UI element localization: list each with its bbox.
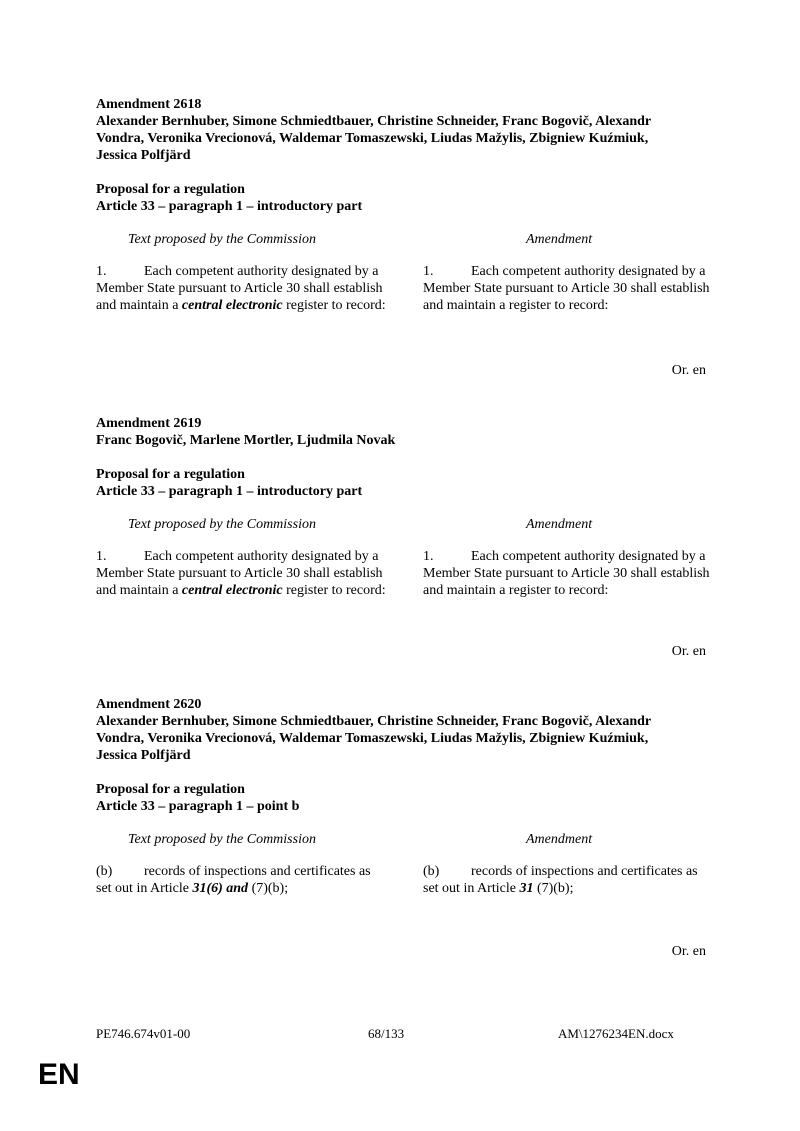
header-amendment: Amendment: [526, 232, 593, 247]
text-part: records of inspections and certificates as set out in Article: [423, 864, 698, 896]
column-headers: [96, 516, 706, 536]
commission-text: [96, 863, 386, 897]
original-language: Or. en: [671, 644, 706, 659]
proposal-reference: [96, 781, 706, 815]
item-number: 1.: [423, 264, 434, 279]
text-part: (7)(b);: [533, 881, 574, 896]
amendment-authors: Franc Bogovič, Marlene Mortler, Ljudmila Novak: [96, 433, 396, 448]
header-amendment: Amendment: [526, 517, 593, 532]
proposal-type: Proposal for a regulation: [96, 182, 245, 197]
proposal-reference: [96, 466, 706, 500]
header-commission-text: Text proposed by the Commission: [128, 517, 316, 532]
emphasized-text: 31(6) and: [192, 881, 249, 896]
language-mark: EN: [38, 1058, 80, 1091]
header-amendment: Amendment: [526, 832, 593, 847]
text-part: Each competent authority designated by a Member State pursuant to Article 30 shall establish and maintain a: [96, 264, 383, 313]
amendment-text: [423, 863, 713, 897]
item-number: 1.: [96, 549, 107, 564]
document-reference: PE746.674v01-00: [96, 1026, 191, 1041]
proposal-reference: [96, 181, 706, 215]
item-number: (b): [423, 864, 440, 879]
text-part: register to record:: [282, 583, 386, 598]
amendment-2620: [96, 696, 706, 959]
original-language: Or. en: [671, 944, 706, 959]
commission-text: [96, 263, 386, 314]
amendment-authors: Alexander Bernhuber, Simone Schmiedtbauer, Christine Schneider, Franc Bogovič, Alexandr Vondra, Veronika Vrecionová, Waldemar Tomaszewski, Liudas Mažylis, Zbigniew Kuźmiuk, Jessica Polfjärd: [96, 714, 651, 763]
amendment-title: Amendment 2620: [96, 697, 202, 712]
text-part: (7)(b);: [248, 881, 289, 896]
file-name: AM\1276234EN.docx: [558, 1026, 674, 1041]
column-headers: [96, 831, 706, 851]
proposal-article: Article 33 – paragraph 1 – point b: [96, 799, 300, 814]
amendment-authors: Alexander Bernhuber, Simone Schmiedtbauer, Christine Schneider, Franc Bogovič, Alexandr Vondra, Veronika Vrecionová, Waldemar Tomaszewski, Liudas Mažylis, Zbigniew Kuźmiuk, Jessica Polfjärd: [96, 114, 651, 163]
original-language: Or. en: [671, 363, 706, 378]
emphasized-text: central electronic: [181, 583, 283, 598]
commission-text: [96, 548, 386, 599]
header-commission-text: Text proposed by the Commission: [128, 232, 316, 247]
amendment-2619: [96, 415, 710, 659]
emphasized-text: 31: [519, 881, 534, 896]
amendment-title: Amendment 2619: [96, 416, 202, 431]
text-part: Each competent authority designated by a Member State pursuant to Article 30 shall establish and maintain a: [96, 549, 383, 598]
proposal-article: Article 33 – paragraph 1 – introductory part: [96, 484, 363, 499]
amendment-2618: [96, 96, 710, 378]
amendment-text: [423, 548, 713, 599]
text-part: Each competent authority designated by a Member State pursuant to Article 30 shall establish and maintain a register to record:: [423, 549, 710, 598]
header-commission-text: Text proposed by the Commission: [128, 832, 316, 847]
amendment-title: Amendment 2618: [96, 97, 202, 112]
amendment-text: [423, 263, 713, 314]
emphasized-text: central electronic: [181, 298, 283, 313]
proposal-article: Article 33 – paragraph 1 – introductory part: [96, 199, 363, 214]
text-part: Each competent authority designated by a Member State pursuant to Article 30 shall establish and maintain a register to record:: [423, 264, 710, 313]
proposal-type: Proposal for a regulation: [96, 782, 245, 797]
column-headers: [96, 231, 706, 251]
item-number: 1.: [423, 549, 434, 564]
item-number: (b): [96, 864, 113, 879]
text-part: register to record:: [282, 298, 386, 313]
page-number: 68/133: [368, 1026, 405, 1041]
item-number: 1.: [96, 264, 107, 279]
proposal-type: Proposal for a regulation: [96, 467, 245, 482]
text-part: records of inspections and certificates as set out in Article: [96, 864, 371, 896]
